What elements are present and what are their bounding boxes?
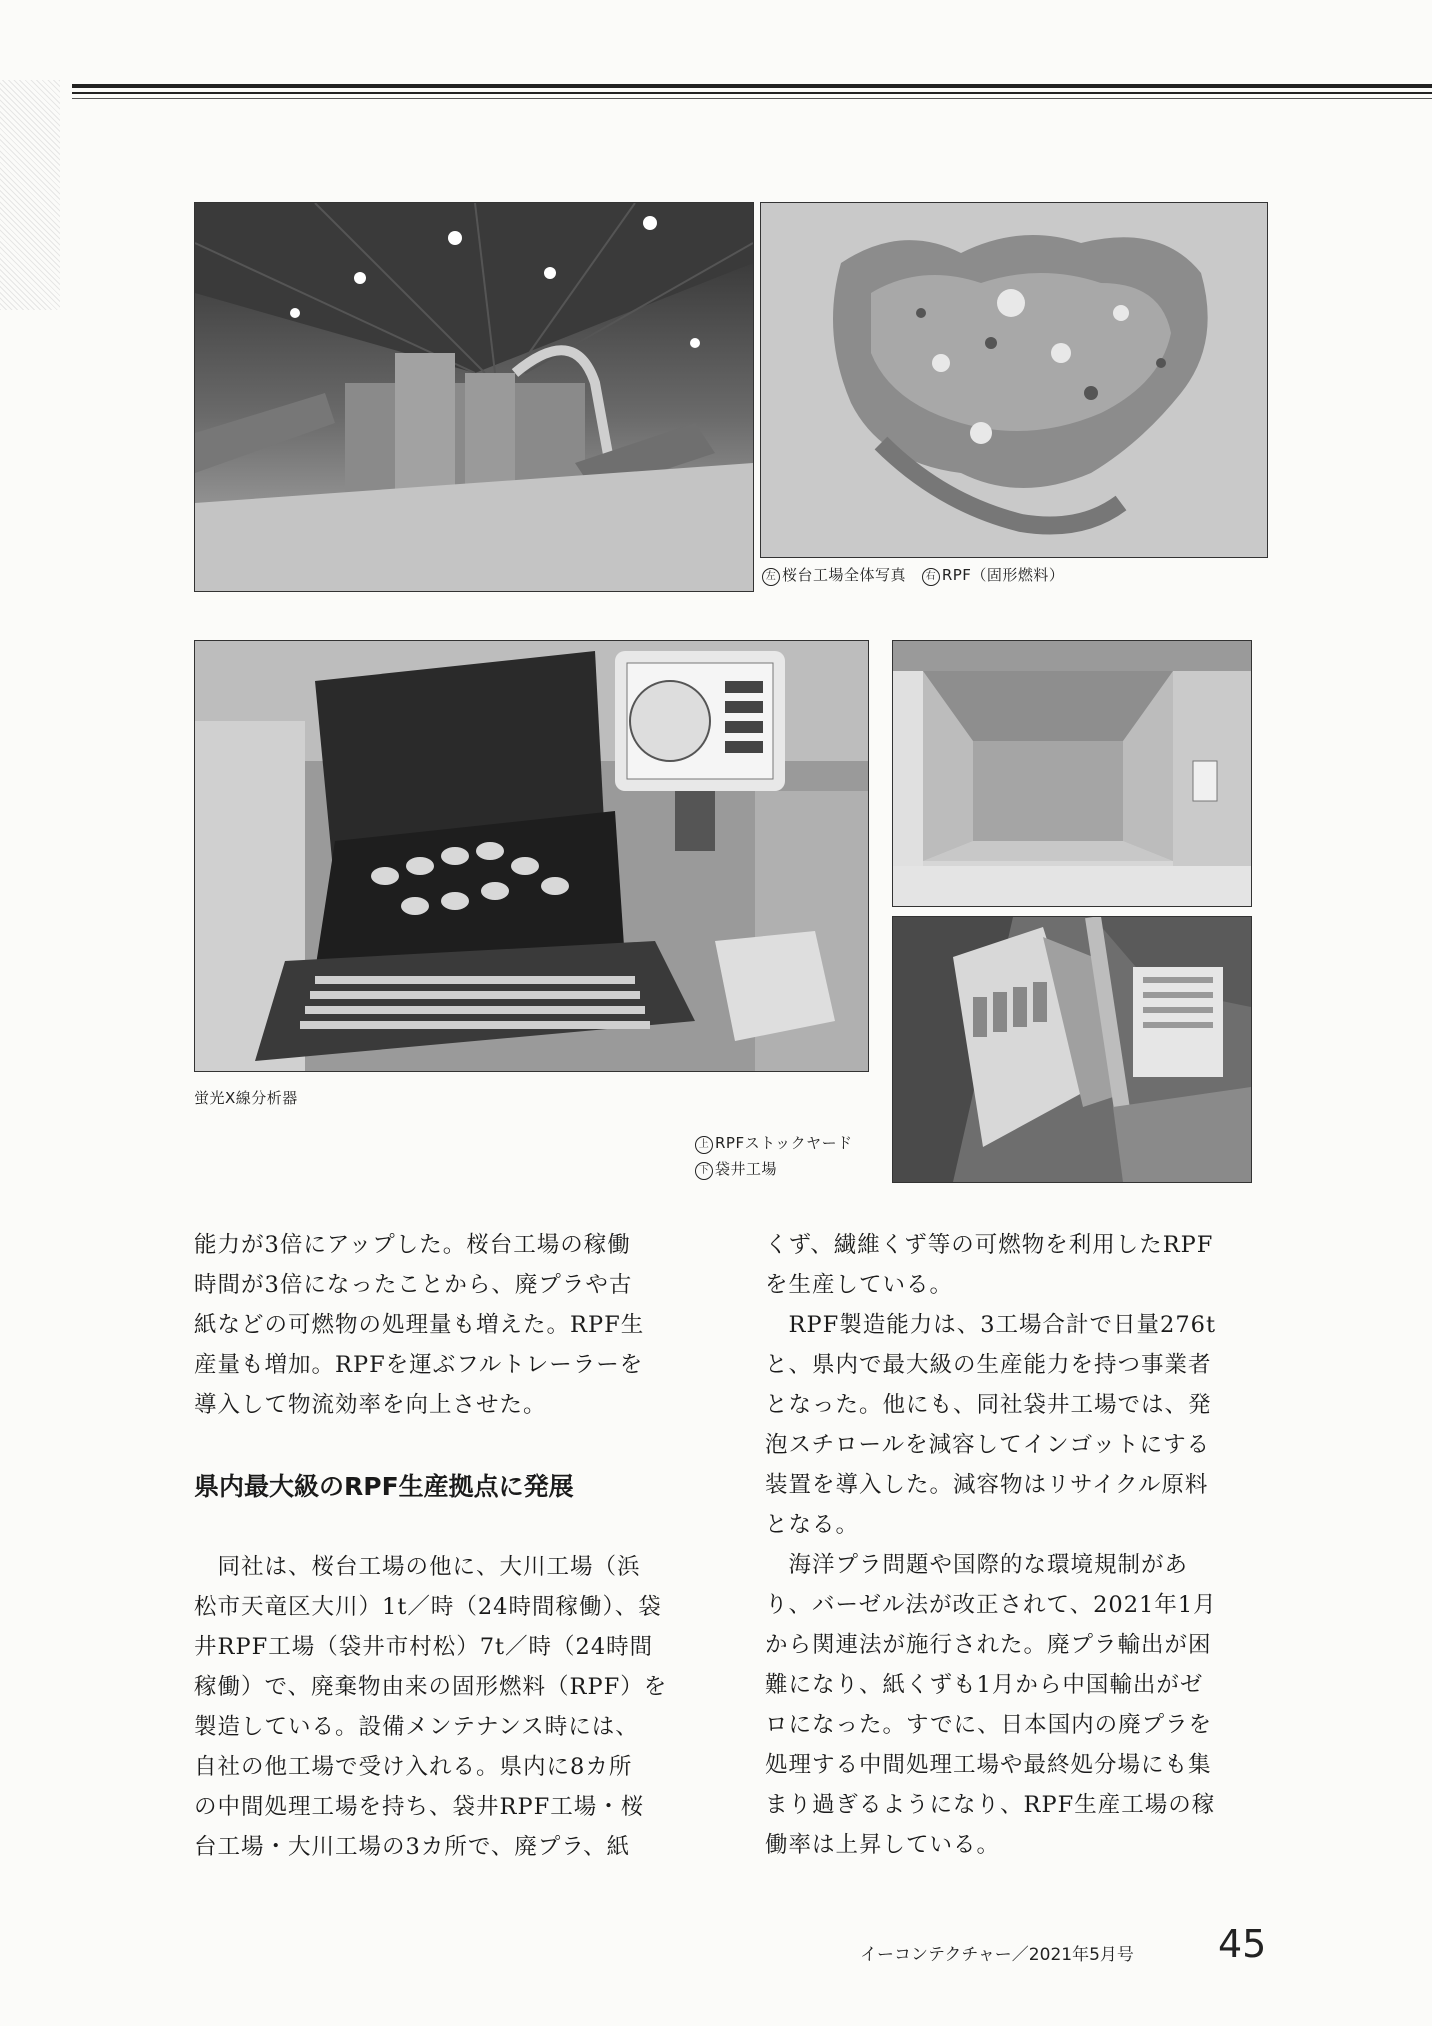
caption-rpf: RPF（固形燃料）: [941, 566, 1065, 584]
text-line: 松市天竜区大川）1t／時（24時間稼働）、袋: [194, 1594, 662, 1620]
text-line: 産量も増加。RPFを運ぶフルトレーラーを: [194, 1352, 644, 1378]
caption-top-photos: [762, 564, 1064, 586]
text-line: となった。他にも、同社袋井工場では、発: [765, 1392, 1212, 1418]
text-line: ロになった。すでに、日本国内の廃プラを: [765, 1712, 1213, 1738]
photo-rpf-stock-yard: [892, 640, 1252, 907]
caption-stock: [695, 1132, 853, 1154]
text-line: 同社は、桜台工場の他に、大川工場（浜: [194, 1554, 641, 1580]
photo-rpf-fuel: [760, 202, 1268, 558]
header-rule: [72, 92, 1432, 94]
text-line: 紙などの可燃物の処理量も増えた。RPF生: [194, 1312, 645, 1338]
header-rule: [72, 84, 1432, 88]
scan-edge-texture: [0, 80, 60, 310]
text-line: の中間処理工場を持ち、袋井RPF工場・桜: [194, 1794, 645, 1820]
photo-sakuradai-factory: [194, 202, 754, 592]
photo-xray-analyzer: [194, 640, 869, 1072]
right-mark: 右: [922, 568, 940, 586]
header-rule: [72, 98, 1432, 99]
text-line: 能力が3倍にアップした。桜台工場の稼働: [194, 1232, 631, 1258]
caption-factory: 桜台工場全体写真: [782, 566, 907, 584]
left-mark: 左: [762, 568, 780, 586]
text-line: 井RPF工場（袋井市村松）7t／時（24時間: [194, 1634, 654, 1660]
text-line: 製造している。設備メンテナンス時には、: [194, 1714, 639, 1740]
photo-fukuroi-factory: [892, 916, 1252, 1183]
text-line: 稼働）で、廃棄物由来の固形燃料（RPF）を: [194, 1674, 668, 1700]
text-line: くず、繊維くず等の可燃物を利用したRPF: [765, 1232, 1214, 1258]
footer-journal-title: イーコンテクチャー／2021年5月号: [860, 1945, 1134, 1965]
text-line: 泡スチロールを減容してインゴットにする: [765, 1432, 1211, 1458]
text-line: 海洋プラ問題や国際的な環境規制があ: [765, 1552, 1189, 1578]
section-heading: 県内最大級のRPF生産拠点に発展: [194, 1472, 574, 1501]
text-line: 働率は上昇している。: [765, 1832, 1001, 1858]
text-line: 導入して物流効率を向上させた。: [194, 1392, 547, 1418]
caption-stock-text: RPFストックヤード: [715, 1134, 853, 1152]
page-number: 45: [1218, 1922, 1267, 1966]
text-line: RPF製造能力は、3工場合計で日量276t: [765, 1312, 1216, 1338]
right-column: [765, 1225, 1265, 1865]
text-line: から関連法が施行された。廃プラ輸出が困: [765, 1632, 1212, 1658]
caption-fukuroi: [695, 1158, 777, 1180]
text-line: と、県内で最大級の生産能力を持つ事業者: [765, 1352, 1212, 1378]
text-line: り、バーゼル法が改正されて、2021年1月: [765, 1592, 1217, 1618]
text-line: となる。: [765, 1512, 860, 1538]
caption-fukuroi-text: 袋井工場: [715, 1160, 778, 1178]
text-line: 自社の他工場で受け入れる。県内に8カ所: [194, 1754, 633, 1780]
caption-xray: 蛍光X線分析器: [194, 1089, 298, 1107]
left-column: [194, 1225, 694, 1867]
text-line: 難になり、紙くずも1月から中国輸出がゼ: [765, 1672, 1204, 1698]
text-line: 装置を導入した。減容物はリサイクル原料: [765, 1472, 1209, 1498]
top-mark: 上: [695, 1136, 713, 1154]
bottom-mark: 下: [695, 1162, 713, 1180]
text-line: まり過ぎるようになり、RPF生産工場の稼: [765, 1792, 1216, 1818]
text-line: 処理する中間処理工場や最終処分場にも集: [765, 1752, 1212, 1778]
text-line: 台工場・大川工場の3カ所で、廃プラ、紙: [194, 1834, 631, 1860]
text-line: を生産している。: [765, 1272, 954, 1298]
text-line: 時間が3倍になったことから、廃プラや古: [194, 1272, 633, 1298]
